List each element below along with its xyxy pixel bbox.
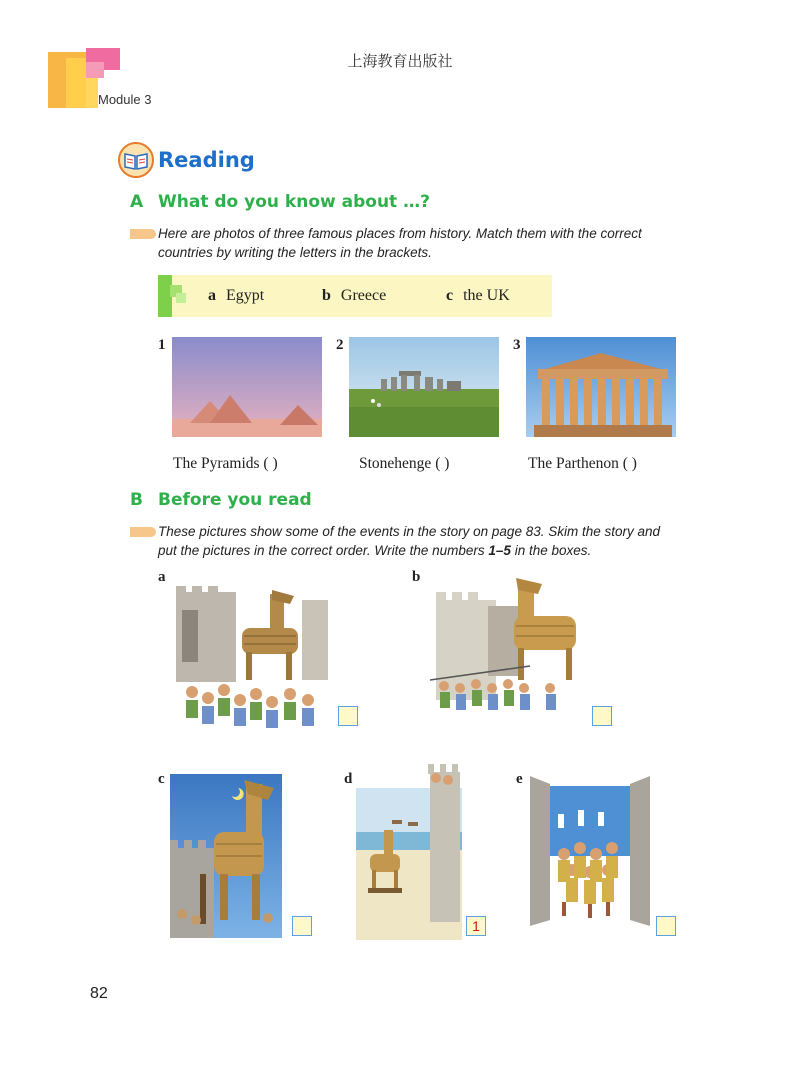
pyramids-photo xyxy=(172,337,322,437)
publisher-name: 上海教育出版社 xyxy=(347,52,453,70)
section-a-instruction xyxy=(158,224,718,262)
section-a-title: What do you know about …? xyxy=(158,192,430,212)
instruction-range: 1–5 xyxy=(488,543,511,558)
option-name: Egypt xyxy=(226,287,265,304)
picture-letter: a xyxy=(158,569,166,585)
soldiers-leave-horse-picture xyxy=(170,774,282,938)
order-answer-box[interactable] xyxy=(656,916,676,936)
country-options xyxy=(158,275,552,317)
place-number: 1 xyxy=(158,337,166,353)
country-option xyxy=(446,287,510,305)
option-name: the UK xyxy=(463,287,510,304)
module-label: Module 3 xyxy=(98,92,152,107)
order-answer-box[interactable] xyxy=(592,706,612,726)
picture-letter: c xyxy=(158,771,165,787)
section-b-title: Before you read xyxy=(158,490,312,510)
instruction-text: put the pictures in the correct order. Write the numbers xyxy=(158,543,489,558)
section-b-letter: B xyxy=(130,490,143,510)
option-letter: a xyxy=(208,287,216,304)
picture-letter: b xyxy=(412,569,421,585)
country-option xyxy=(208,287,264,305)
place-caption: Stonehenge ( ) xyxy=(359,455,450,472)
section-a-letter: A xyxy=(130,192,144,212)
order-answer-box[interactable] xyxy=(292,916,312,936)
instruction-line: These pictures show some of the events in the story on page 83. Skim the story and xyxy=(158,524,661,539)
country-option xyxy=(322,287,386,305)
place-number: 3 xyxy=(513,337,521,353)
option-letter: c xyxy=(446,287,454,304)
place-caption: The Parthenon ( ) xyxy=(528,455,637,472)
stonehenge-photo xyxy=(349,337,499,437)
strip-decoration xyxy=(176,293,186,303)
option-letter: b xyxy=(322,287,331,304)
picture-letter: e xyxy=(516,771,523,787)
instruction-line: countries by writing the letters in the brackets. xyxy=(158,245,432,260)
parthenon-photo xyxy=(526,337,676,437)
trojan-horse-wheeled-in-picture xyxy=(172,582,332,734)
soldiers-enter-city-picture xyxy=(528,770,652,932)
picture-letter: d xyxy=(344,771,353,787)
reading-book-icon xyxy=(118,142,154,178)
place-number: 2 xyxy=(336,337,344,353)
trojan-horse-pulled-picture xyxy=(430,576,586,726)
horse-on-beach-picture xyxy=(356,758,462,940)
instruction-text: in the boxes. xyxy=(510,543,592,558)
option-name: Greece xyxy=(340,287,387,304)
instruction-line xyxy=(158,541,718,560)
reading-title: Reading xyxy=(158,148,255,172)
instruction-marker xyxy=(130,527,156,537)
instruction-line: Here are photos of three famous places from history. Match them with the correct xyxy=(158,226,642,241)
instruction-marker xyxy=(130,229,156,239)
order-answer-box[interactable] xyxy=(338,706,358,726)
place-caption: The Pyramids ( ) xyxy=(173,455,278,472)
page-number: 82 xyxy=(90,985,108,1002)
section-b-instruction xyxy=(158,522,718,560)
order-answer-box[interactable]: 1 xyxy=(466,916,486,936)
